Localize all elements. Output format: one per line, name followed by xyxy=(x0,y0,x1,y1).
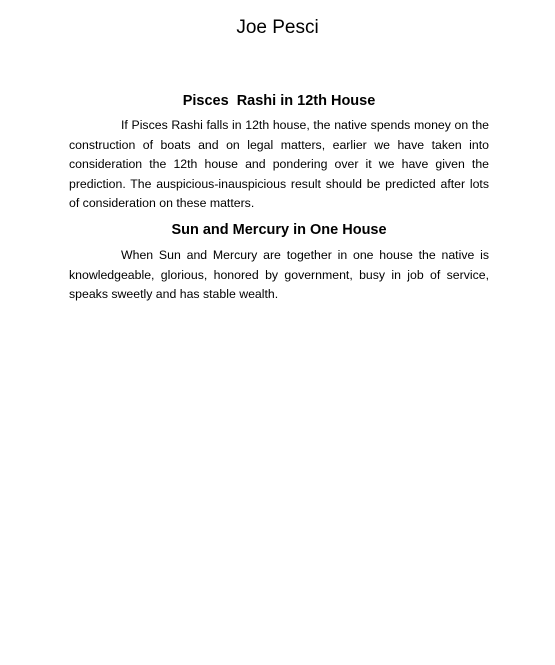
section-body-pisces-rashi: If Pisces Rashi falls in 12th house, the native spends money on the construction of boats and on legal matters, earlier we have taken into consideration the 12th house and pondering over it we have given the prediction. The auspicious-inauspicious result should be predicted after lots of consideration on these matters. xyxy=(69,118,489,210)
section-body-sun-mercury: When Sun and Mercury are together in one house the native is knowledgeable, glorious, honored by government, busy in job of service, speaks sweetly and has stable wealth. xyxy=(69,248,489,301)
section-heading-sun-mercury: Sun and Mercury in One House xyxy=(171,222,387,238)
page-title: Joe Pesci xyxy=(236,17,319,38)
section-heading-pisces-rashi: Pisces Rashi in 12th House xyxy=(182,93,376,109)
